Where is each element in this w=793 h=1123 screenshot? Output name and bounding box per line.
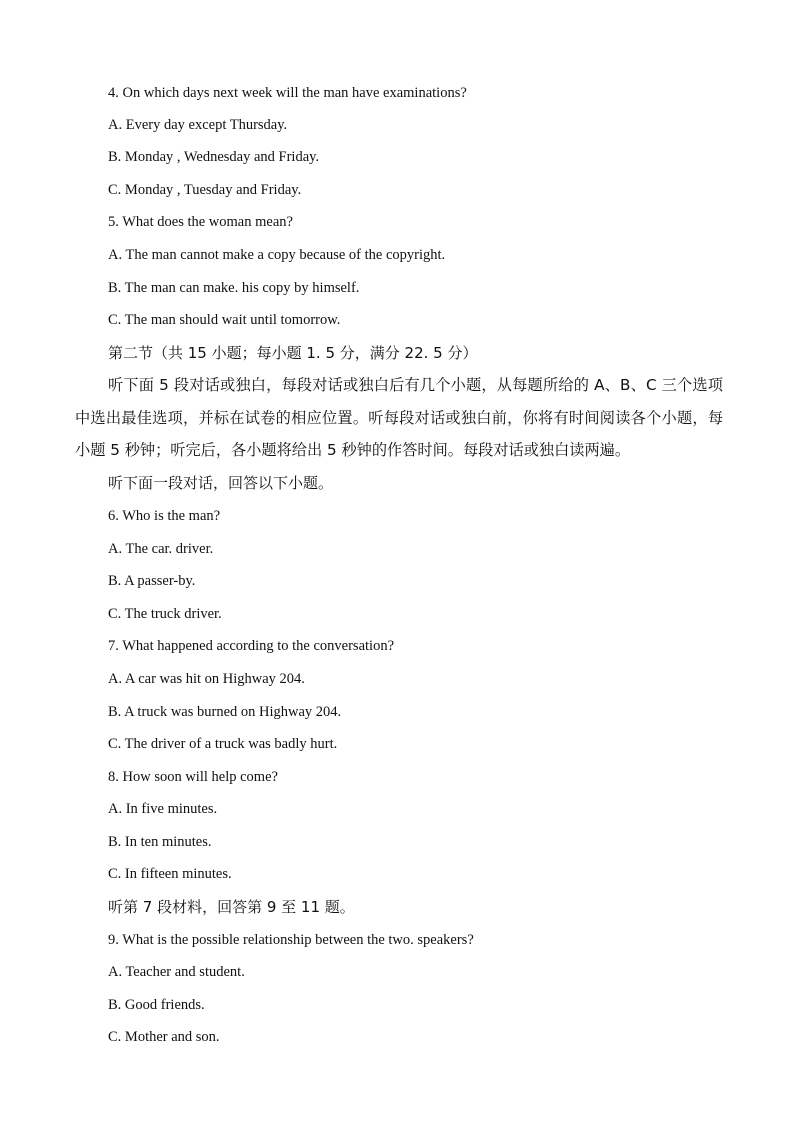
- option-4a: A. Every day except Thursday.: [108, 117, 288, 133]
- section-instructions: 听下面 5 段对话或独白，每段对话或独白后有几个小题，从每题所给的 A、B、C 三个选项中选出最佳选项，并标在试卷的相应位置。听每段对话或独白前，你将有时间阅读各个小题，每小题 5 秒钟；听完后，各小题将给出 5 秒钟的作答时间。每段对话或独白读两遍。: [75, 376, 723, 459]
- option-9c: C. Mother and son.: [108, 1029, 220, 1045]
- option-9b: B. Good friends.: [108, 997, 205, 1013]
- material-7-intro: 听第 7 段材料，回答第 9 至 11 题。: [108, 898, 355, 916]
- option-7c: C. The driver of a truck was badly hurt.: [108, 736, 338, 752]
- option-5a: A. The man cannot make a copy because of the copyright.: [108, 247, 446, 263]
- question-7: 7. What happened according to the conversation?: [108, 638, 394, 654]
- option-9a: A. Teacher and student.: [108, 964, 245, 980]
- option-8c: C. In fifteen minutes.: [108, 866, 232, 882]
- option-4c: C. Monday , Tuesday and Friday.: [108, 182, 302, 198]
- option-7a: A. A car was hit on Highway 204.: [108, 671, 305, 687]
- option-7b: B. A truck was burned on Highway 204.: [108, 704, 342, 720]
- option-8a: A. In five minutes.: [108, 801, 218, 817]
- question-6: 6. Who is the man?: [108, 508, 221, 524]
- option-6b: B. A passer-by.: [108, 573, 196, 589]
- section-heading: 第二节（共 15 小题；每小题 1. 5 分，满分 22. 5 分）: [108, 344, 478, 362]
- option-8b: B. In ten minutes.: [108, 834, 212, 850]
- question-8: 8. How soon will help come?: [108, 769, 278, 785]
- option-6a: A. The car. driver.: [108, 541, 214, 557]
- option-6c: C. The truck driver.: [108, 606, 222, 622]
- question-9: 9. What is the possible relationship between the two. speakers?: [108, 932, 474, 948]
- option-5b: B. The man can make. his copy by himself.: [108, 280, 360, 296]
- question-4: 4. On which days next week will the man have examinations?: [108, 85, 467, 101]
- dialogue-intro: 听下面一段对话，回答以下小题。: [108, 474, 334, 492]
- question-5: 5. What does the woman mean?: [108, 214, 293, 230]
- option-4b: B. Monday , Wednesday and Friday.: [108, 149, 320, 165]
- option-5c: C. The man should wait until tomorrow.: [108, 312, 341, 328]
